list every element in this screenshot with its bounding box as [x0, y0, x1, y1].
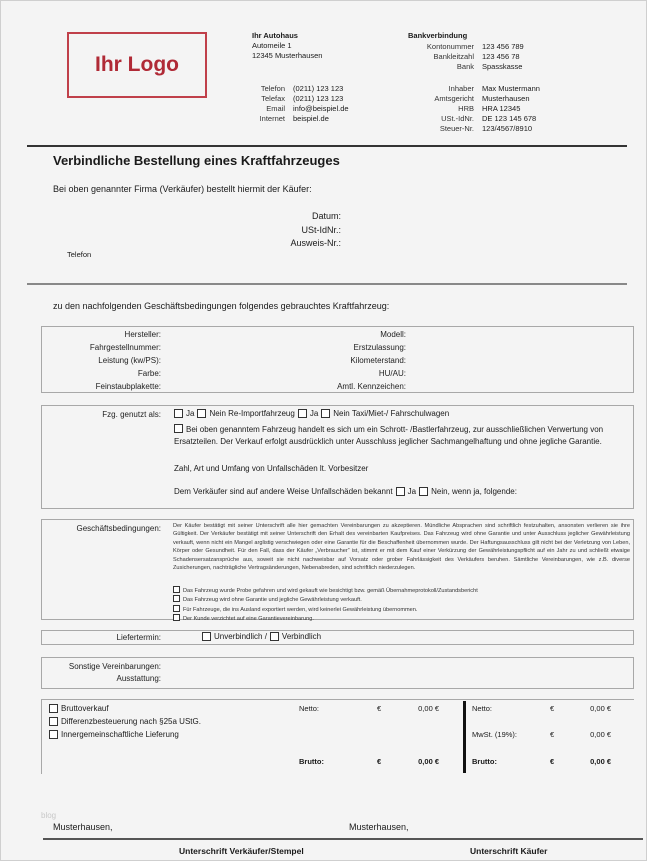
- checkbox-unverbindlich[interactable]: [202, 632, 211, 641]
- option-label: Nein Re-Importfahrzeug: [209, 409, 295, 418]
- terms-box: [41, 519, 634, 623]
- vehicle-intro: zu den nachfolgenden Geschäftsbedingungen folgendes gebrauchtes Kraftfahrzeug:: [53, 301, 390, 311]
- option-label: Innergemeinschaftliche Lieferung: [61, 730, 179, 739]
- right-brutto-currency: €: [550, 757, 555, 766]
- right-mwst-label: MwSt. (19%):: [472, 730, 518, 739]
- right-mwst-currency: €: [550, 730, 555, 739]
- bank-details: [401, 42, 524, 72]
- label-sonstige: Sonstige Vereinbarungen:: [68, 662, 161, 671]
- option-label: Verbindlich: [281, 632, 322, 641]
- contact-label: Internet: [259, 114, 285, 123]
- option-label: Unverbindlich /: [214, 632, 267, 641]
- known-accidents: [174, 487, 517, 496]
- scrap-vehicle-clause: [174, 424, 624, 447]
- legal-label: Amtsgericht: [434, 94, 474, 103]
- label-kennzeichen: Amtl. Kennzeichen:: [337, 382, 406, 391]
- delivery-options: [202, 632, 321, 641]
- terms-checklist: [173, 586, 478, 624]
- contact-email[interactable]: info@beispiel.de: [293, 104, 349, 113]
- label-modell: Modell:: [380, 330, 406, 339]
- section-divider: [27, 283, 627, 285]
- left-netto-currency: €: [377, 704, 382, 713]
- accident-history-label: Zahl, Art und Umfang von Unfallschäden lt. Vorbesitzer: [174, 464, 369, 473]
- label-feinstaubplakette: Feinstaubplakette:: [95, 382, 161, 391]
- option-label: Ja: [309, 409, 319, 418]
- buyer-signature-label: Unterschrift Käufer: [470, 846, 548, 856]
- field-telefon: Telefon: [67, 250, 92, 259]
- right-brutto-value: 0,00 €: [590, 757, 611, 766]
- check-label: Für Fahrzeuge, die ins Ausland exportiert werden, wird keinerlei Gewährleistung übernommen.: [183, 606, 418, 613]
- left-brutto-label: Brutto:: [299, 757, 324, 766]
- header-divider: [27, 145, 627, 147]
- right-netto-currency: €: [550, 704, 555, 713]
- bank-value: Spasskasse: [482, 62, 523, 71]
- label-hu-au: HU/AU:: [378, 369, 406, 378]
- contact-label: Email: [266, 104, 285, 113]
- known-text: Dem Verkäufer sind auf andere Weise Unfallschäden bekannt: [174, 487, 393, 496]
- label-leistung: Leistung (kw/PS):: [98, 356, 161, 365]
- option-label: Ja: [407, 487, 417, 496]
- option-label: Nein, wenn ja, folgende:: [431, 487, 517, 496]
- page-title: Verbindliche Bestellung eines Kraftfahrzeuges: [53, 153, 340, 168]
- usage-box: [41, 405, 634, 509]
- buyer-fields: [221, 210, 341, 251]
- company-contact: [247, 84, 349, 124]
- signature-line: [43, 838, 643, 840]
- option-label: Nein Taxi/Miet-/ Fahrschulwagen: [333, 409, 450, 418]
- usage-options: [174, 409, 449, 418]
- watermark: blog: [41, 811, 57, 820]
- legal-label: USt.-IdNr.: [441, 114, 474, 123]
- label-hersteller: Hersteller:: [124, 330, 161, 339]
- label-delivery: Liefertermin:: [116, 633, 161, 642]
- check-label: Das Fahrzeug wird ohne Garantie und jegliche Gewährleistung verkauft.: [183, 597, 362, 604]
- checkbox-test-drive[interactable]: [173, 586, 180, 593]
- label-usage: Fzg. genutzt als:: [102, 410, 161, 419]
- label-farbe: Farbe:: [137, 369, 161, 378]
- bank-label: Bank: [456, 62, 474, 71]
- place-left: Musterhausen,: [53, 822, 113, 832]
- checkbox-export[interactable]: [173, 605, 180, 612]
- bank-label: Kontonummer: [426, 42, 474, 51]
- label-fahrgestellnummer: Fahrgestellnummer:: [89, 343, 161, 352]
- field-ausweis-nr: Ausweis-Nr.:: [290, 238, 341, 248]
- contact-label: Telefax: [261, 94, 285, 103]
- option-label: Bruttoverkauf: [61, 704, 109, 713]
- left-netto-label: Netto:: [299, 704, 320, 713]
- right-netto-label: Netto:: [472, 704, 493, 713]
- pricing-top-rule: [41, 699, 634, 700]
- bank-label: Bankleitzahl: [433, 52, 474, 61]
- pricing-column-divider: [463, 701, 466, 773]
- legal-value: DE 123 145 678: [482, 114, 537, 123]
- legal-details: [401, 84, 540, 134]
- bank-title: Bankverbindung: [408, 31, 468, 40]
- checkbox-no-warranty[interactable]: [173, 595, 180, 602]
- company-name: Ihr Autohaus: [252, 31, 298, 40]
- left-brutto-value: 0,00 €: [418, 757, 439, 766]
- legal-label: HRB: [458, 104, 474, 113]
- place-right: Musterhausen,: [349, 822, 409, 832]
- legal-value: Max Mustermann: [482, 84, 540, 93]
- field-datum: Datum:: [311, 211, 341, 221]
- checkbox-taxi-ja[interactable]: [298, 409, 307, 418]
- check-label: Das Fahrzeug wurde Probe gefahren und wird gekauft wie besichtigt bzw. gemäß Übernahmeprotokoll/Zustandsbericht: [183, 588, 478, 594]
- checkbox-innergemeinschaftlich[interactable]: [49, 730, 58, 739]
- order-intro: Bei oben genannter Firma (Verkäufer) bestellt hiermit der Käufer:: [53, 184, 312, 194]
- delivery-box: [41, 630, 634, 645]
- right-brutto-label: Brutto:: [472, 757, 497, 766]
- checkbox-no-guarantee[interactable]: [173, 614, 180, 621]
- legal-value: HRA 12345: [482, 104, 521, 113]
- left-brutto-currency: €: [377, 757, 382, 766]
- checkbox-known-ja[interactable]: [396, 487, 405, 496]
- legal-value: Musterhausen: [482, 94, 530, 103]
- label-terms: Geschäftsbedingungen:: [76, 524, 161, 533]
- company-street: Automeile 1: [252, 41, 292, 50]
- legal-label: Inhaber: [448, 84, 474, 93]
- contact-website[interactable]: beispiel.de: [293, 114, 329, 123]
- bank-value: 123 456 78: [482, 52, 520, 61]
- left-netto-value: 0,00 €: [418, 704, 439, 713]
- checkbox-known-nein[interactable]: [419, 487, 428, 496]
- label-kilometerstand: Kilometerstand:: [350, 356, 406, 365]
- pricing-left-rule: [41, 699, 42, 774]
- company-logo: [67, 32, 207, 98]
- checkbox-reimport-nein[interactable]: [197, 409, 206, 418]
- terms-text: Der Käufer bestätigt mit seiner Unterschrift alle hier gemachten Vereinbarungen zu akzeptieren. Mündliche Absprachen sind schriftlich festzuhalten, ansonsten verlieren sie ihre Gültigkeit. Der Verkäufer bestätigt mit seiner Unterschrift den Erhalt des vereinbarten Kaufpreises. Das Fahrzeug wird ohne Garantie und unter Ausschluss jeglicher Gewährleistung verkauft, wenn nicht ein Mangel arglistig verschwiegen oder eine Garantie für die Beschaffenheit übernommen wurde. Der Haftungsausschluss gilt nicht bei der Verletzung von Leben, Körper oder Gesundheit. Für den Fall, dass der Käufer „Verbraucher“ ist, stimmt er mit dem Kauf einer Verkürzung der Gewährleistungspflicht auf ein Jahr zu und schließt etwaige Schadensersatzansprüche aus, soweit sie nicht nachweisbar auf Vorsatz oder grober Fahrlässigkeit des Verkäufers beruhen. Sämtliche Vereinbarungen, wie z.B. diverse Zusicherungen, nachträgliche Vertragsänderungen, Nebenabreden, sind schriftlich niederzulegen.: [173, 523, 630, 572]
- check-label: Der Kunde verzichtet auf eine Garantievereinbarung.: [183, 616, 314, 623]
- checkbox-verbindlich[interactable]: [270, 632, 279, 641]
- field-ust-idnr: USt-IdNr.:: [301, 224, 341, 235]
- label-ausstattung: Ausstattung:: [116, 674, 161, 683]
- option-label: Ja: [186, 409, 195, 418]
- logo-text: Ihr Logo: [95, 53, 179, 76]
- other-agreements-box: [41, 657, 634, 689]
- checkbox-reimport-ja[interactable]: [174, 409, 183, 418]
- legal-value: 123/4567/8910: [482, 124, 533, 133]
- right-mwst-value: 0,00 €: [590, 730, 611, 739]
- checkbox-differenzbesteuerung[interactable]: [49, 717, 58, 726]
- contact-value: (0211) 123 123: [293, 84, 344, 93]
- label-erstzulassung: Erstzulassung:: [353, 343, 406, 352]
- company-city: 12345 Musterhausen: [252, 51, 323, 60]
- checkbox-bruttoverkauf[interactable]: [49, 704, 58, 713]
- option-label: Differenzbesteuerung nach §25a UStG.: [61, 717, 201, 726]
- seller-signature-label: Unterschrift Verkäufer/Stempel: [179, 846, 304, 856]
- scrap-text: Bei oben genanntem Fahrzeug handelt es sich um ein Schrott- /Bastlerfahrzeug, zur ausschließlichen Verwertung von Ersatzteilen. Der Verkauf erfolgt ausdrücklich unter Ausschluss jeglicher Sachmangelhaftung und ohne jegliche Garantie.: [174, 425, 604, 446]
- company-address: [252, 31, 322, 61]
- vehicle-details-box: [41, 326, 634, 393]
- contact-label: Telefon: [260, 84, 285, 93]
- contact-value: (0211) 123 123: [293, 94, 344, 103]
- tax-options: [49, 702, 201, 741]
- right-netto-value: 0,00 €: [590, 704, 611, 713]
- checkbox-taxi-nein[interactable]: [321, 409, 330, 418]
- checkbox-scrap-vehicle[interactable]: [174, 424, 183, 433]
- bank-value: 123 456 789: [482, 42, 524, 51]
- legal-label: Steuer-Nr.: [439, 124, 474, 133]
